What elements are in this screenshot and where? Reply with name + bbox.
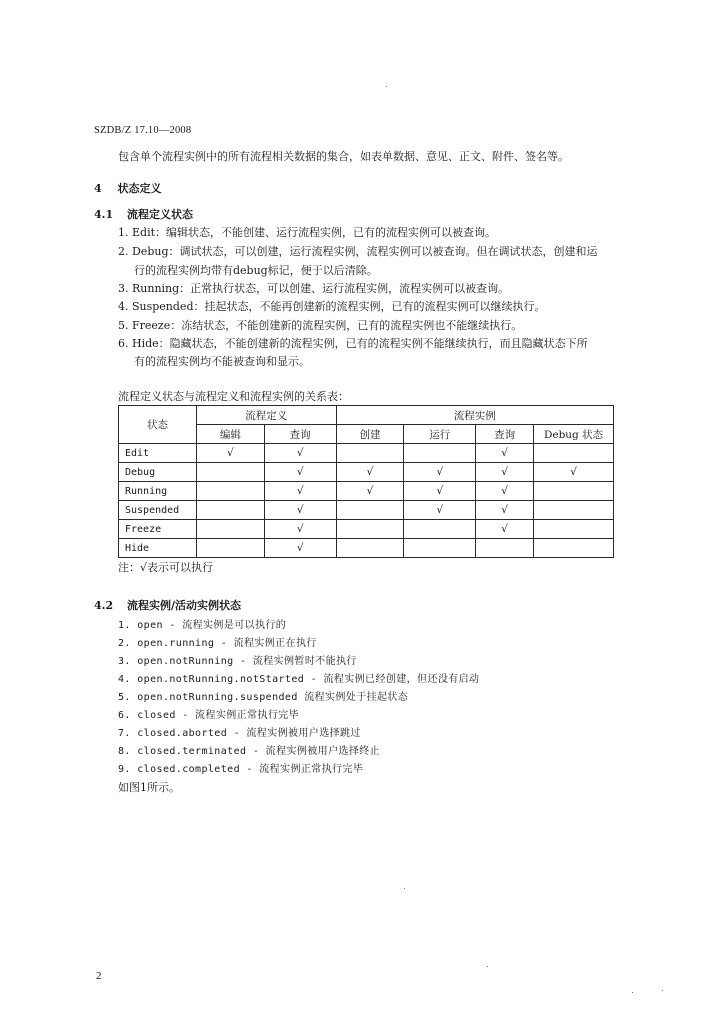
list-item: 6. closed - 流程实例正常执行完毕 bbox=[118, 710, 300, 721]
list-item-continuation: 有的流程实例均不能被查询和显示。 bbox=[134, 355, 310, 368]
section-number: 4.2 bbox=[94, 599, 114, 612]
state-cell: Running bbox=[119, 482, 197, 501]
state-cell: Debug bbox=[119, 463, 197, 482]
scan-speck bbox=[632, 992, 633, 993]
check-cell: √ bbox=[476, 482, 534, 501]
intro-paragraph: 包含单个流程实例中的所有流程相关数据的集合，如表单数据、意见、正文、附件、签名等。 bbox=[118, 150, 569, 163]
table-row bbox=[119, 539, 614, 558]
check-cell: √ bbox=[476, 444, 534, 463]
check-cell: √ bbox=[264, 520, 336, 539]
check-cell: √ bbox=[404, 482, 476, 501]
list-item: 1. Edit：编辑状态，不能创建、运行流程实例，已有的流程实例可以被查询。 bbox=[118, 226, 496, 239]
check-cell bbox=[534, 482, 614, 501]
state-cell: Freeze bbox=[119, 520, 197, 539]
section-title: 流程实例/活动实例状态 bbox=[126, 599, 242, 612]
scan-speck bbox=[487, 966, 488, 967]
column-group-instance: 流程实例 bbox=[336, 406, 613, 425]
list-item: 5. Freeze：冻结状态，不能创建新的流程实例，已有的流程实例也不能继续执行。 bbox=[118, 319, 523, 332]
check-cell: √ bbox=[196, 444, 264, 463]
check-cell bbox=[404, 444, 476, 463]
state-relation-table bbox=[118, 405, 614, 558]
subheader-create: 创建 bbox=[336, 425, 404, 444]
table-row bbox=[119, 444, 614, 463]
list-item: 4. Suspended：挂起状态，不能再创建新的流程实例，已有的流程实例可以继续执行。 bbox=[118, 300, 546, 313]
check-cell: √ bbox=[264, 463, 336, 482]
check-cell bbox=[336, 539, 404, 558]
subheader-debug-state: Debug 状态 bbox=[534, 425, 614, 444]
list-item: 9. closed.completed - 流程实例正常执行完毕 bbox=[118, 764, 364, 775]
check-cell: √ bbox=[264, 444, 336, 463]
table-row bbox=[119, 501, 614, 520]
section-4-2-heading bbox=[94, 597, 241, 613]
list-item: 5. open.notRunning.suspended 流程实例处于挂起状态 bbox=[118, 692, 409, 703]
section-number: 4.1 bbox=[94, 208, 114, 221]
list-item: 7. closed.aborted - 流程实例被用户选择跳过 bbox=[118, 728, 361, 739]
scan-speck bbox=[404, 888, 405, 889]
section-title: 流程定义状态 bbox=[126, 208, 193, 221]
check-cell: √ bbox=[404, 463, 476, 482]
check-cell: √ bbox=[534, 463, 614, 482]
table-row bbox=[119, 520, 614, 539]
state-cell: Edit bbox=[119, 444, 197, 463]
list-item: 8. closed.terminated - 流程实例被用户选择终止 bbox=[118, 746, 381, 757]
check-cell bbox=[336, 501, 404, 520]
scan-speck bbox=[662, 990, 663, 991]
check-cell: √ bbox=[476, 501, 534, 520]
list-item: 1. open - 流程实例是可以执行的 bbox=[118, 620, 287, 631]
check-cell bbox=[196, 463, 264, 482]
table-note: 注：√表示可以执行 bbox=[118, 561, 214, 574]
check-cell bbox=[534, 501, 614, 520]
check-cell bbox=[336, 520, 404, 539]
check-cell: √ bbox=[264, 482, 336, 501]
check-cell bbox=[336, 444, 404, 463]
section-4-1-heading bbox=[94, 206, 193, 222]
page-number: 2 bbox=[96, 970, 102, 982]
column-header-state: 状态 bbox=[119, 406, 197, 444]
list-item: 4. open.notRunning.notStarted - 流程实例已经创建，但还没有启动 bbox=[118, 674, 480, 685]
check-cell bbox=[534, 444, 614, 463]
scan-speck bbox=[386, 86, 387, 87]
subheader-run: 运行 bbox=[404, 425, 476, 444]
state-cell: Hide bbox=[119, 539, 197, 558]
check-cell bbox=[196, 539, 264, 558]
check-cell bbox=[196, 520, 264, 539]
check-cell: √ bbox=[476, 520, 534, 539]
list-item-continuation: 行的流程实例均带有debug标记，便于以后清除。 bbox=[134, 264, 378, 277]
check-cell: √ bbox=[336, 482, 404, 501]
check-cell bbox=[476, 539, 534, 558]
subheader-query: 查询 bbox=[476, 425, 534, 444]
section-4-heading bbox=[94, 180, 162, 196]
check-cell: √ bbox=[264, 501, 336, 520]
list-item: 2. open.running - 流程实例正在执行 bbox=[118, 638, 317, 649]
subheader-query: 查询 bbox=[264, 425, 336, 444]
document-header: SZDB/Z 17.10—2008 bbox=[94, 125, 192, 136]
list-item: 3. open.notRunning - 流程实例暂时不能执行 bbox=[118, 656, 357, 667]
check-cell bbox=[196, 482, 264, 501]
closing-line: 如图1所示。 bbox=[118, 781, 180, 794]
check-cell bbox=[196, 501, 264, 520]
section-number: 4 bbox=[94, 182, 102, 195]
subheader-edit: 编辑 bbox=[196, 425, 264, 444]
check-cell bbox=[534, 520, 614, 539]
check-cell: √ bbox=[404, 501, 476, 520]
list-item: 2. Debug：调试状态，可以创建，运行流程实例，流程实例可以被查询。但在调试状态，创建和运 bbox=[118, 245, 598, 258]
list-item: 3. Running：正常执行状态，可以创建、运行流程实例，流程实例可以被查询。 bbox=[118, 282, 510, 295]
column-group-definition: 流程定义 bbox=[196, 406, 336, 425]
list-item: 6. Hide：隐藏状态，不能创建新的流程实例，已有的流程实例不能继续执行，而且隐藏状态下所 bbox=[118, 337, 588, 350]
check-cell bbox=[404, 539, 476, 558]
table-row bbox=[119, 463, 614, 482]
check-cell: √ bbox=[264, 539, 336, 558]
table-caption: 流程定义状态与流程定义和流程实例的关系表： bbox=[118, 390, 349, 403]
check-cell bbox=[534, 539, 614, 558]
check-cell bbox=[404, 520, 476, 539]
state-cell: Suspended bbox=[119, 501, 197, 520]
section-title: 状态定义 bbox=[117, 182, 162, 195]
table-row bbox=[119, 482, 614, 501]
check-cell: √ bbox=[476, 463, 534, 482]
check-cell: √ bbox=[336, 463, 404, 482]
